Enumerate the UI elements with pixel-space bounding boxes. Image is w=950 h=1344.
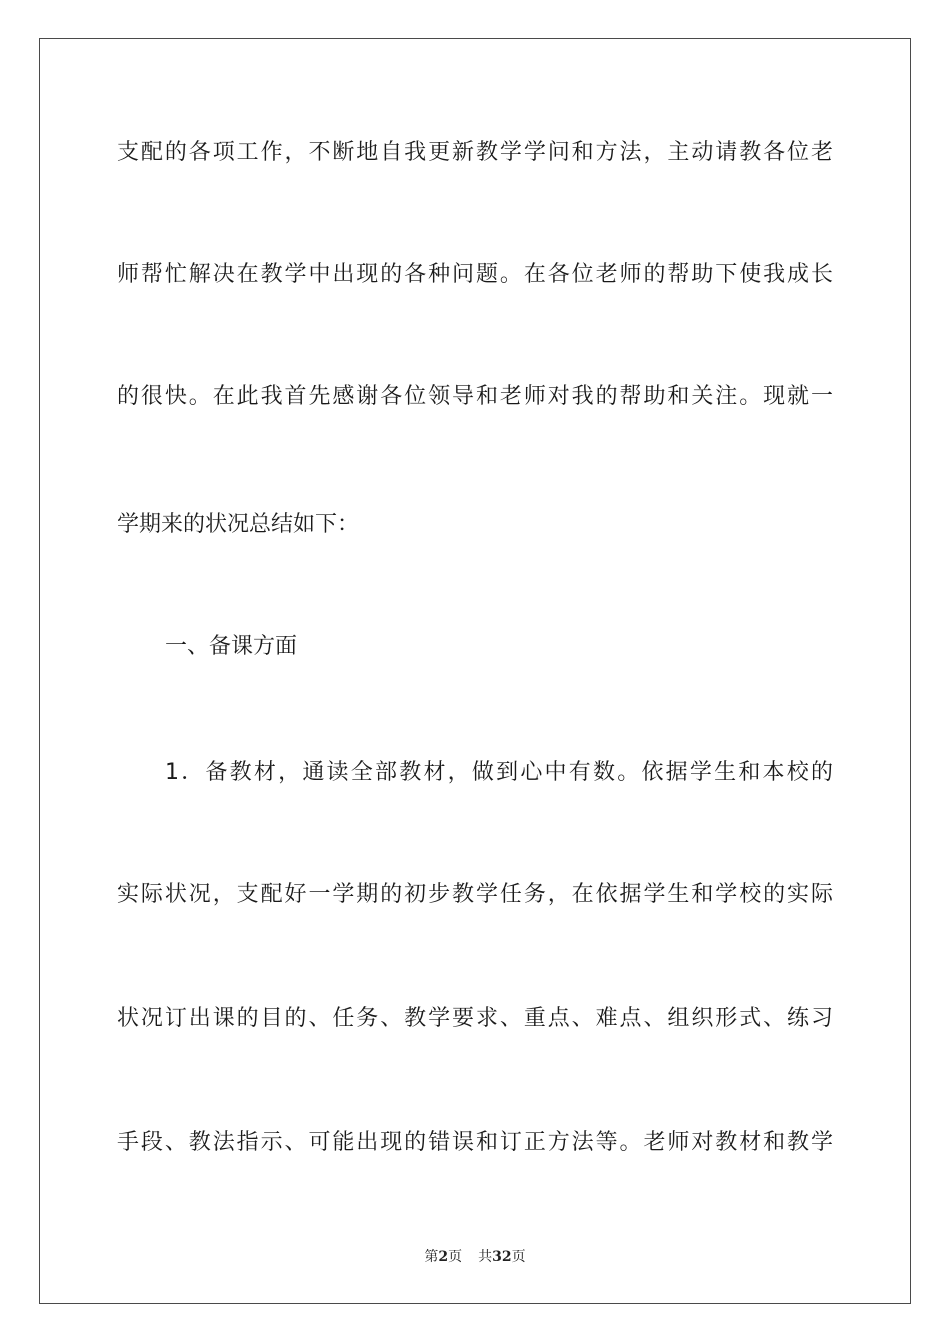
total-prefix: 共 <box>478 1249 493 1265</box>
body-line-7: 实际状况，支配好一学期的初步教学任务，在依据学生和学校的实际 <box>117 882 833 907</box>
section-heading: 一、备课方面 <box>165 634 298 659</box>
page-footer <box>0 1246 950 1266</box>
body-line-8: 状况订出课的目的、任务、教学要求、重点、难点、组织形式、练习 <box>117 1006 833 1031</box>
total-suffix: 页 <box>511 1249 526 1265</box>
body-line-4: 学期来的状况总结如下： <box>117 512 360 537</box>
total-pages: 32 <box>492 1249 512 1265</box>
body-line-1: 支配的各项工作，不断地自我更新教学学问和方法，主动请教各位老 <box>117 140 833 165</box>
body-line-2: 师帮忙解决在教学中出现的各种问题。在各位老师的帮助下使我成长 <box>117 262 833 287</box>
body-line-3: 的很快。在此我首先感谢各位领导和老师对我的帮助和关注。现就一 <box>117 384 833 409</box>
page-prefix: 第 <box>424 1249 439 1265</box>
body-line-6: 1．备教材，通读全部教材，做到心中有数。依据学生和本校的 <box>165 760 833 785</box>
page-number: 2 <box>438 1249 449 1265</box>
page-border <box>39 38 911 1304</box>
body-line-9: 手段、教法指示、可能出现的错误和订正方法等。老师对教材和教学 <box>117 1130 833 1155</box>
page-suffix: 页 <box>448 1249 463 1265</box>
